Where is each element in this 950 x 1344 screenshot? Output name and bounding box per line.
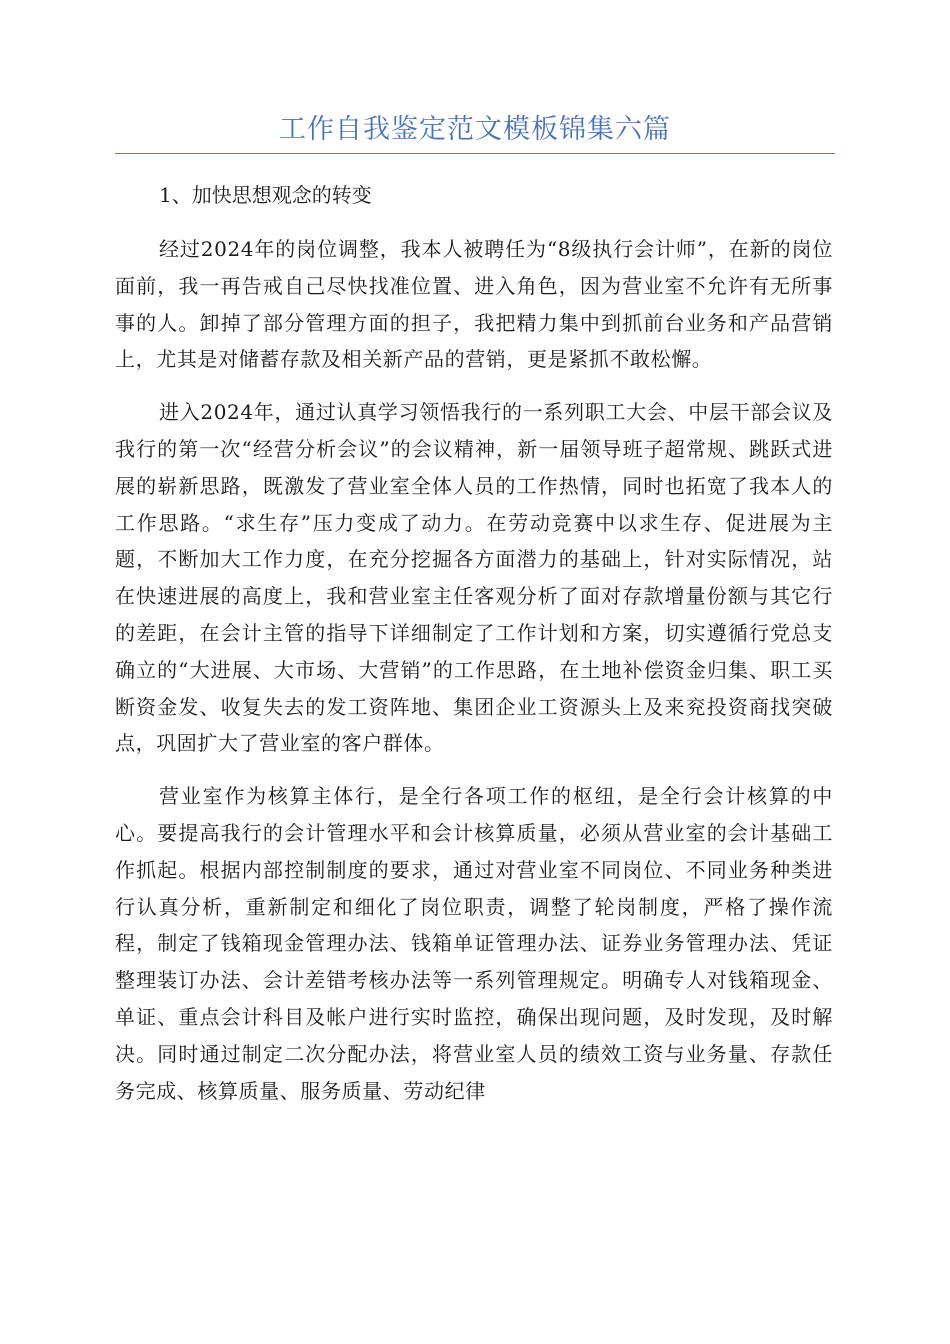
paragraph-2: 进入2024年，通过认真学习领悟我行的一系列职工大会、中层干部会议及我行的第一次“经营分析会议”的会议精神，新一届领导班子超常规、跳跃式进展的崭新思路，既激发了营业室全体人员的工作热情，同时也拓宽了我本人的工作思路。“求生存”压力变成了动力。在劳动竞赛中以求生存、促进展为主题，不断加大工作力度，在充分挖掘各方面潜力的基础上，针对实际情况，站在快速进展的高度上，我和营业室主任客观分析了面对存款增量份额与其它行的差距，在会计主管的指导下详细制定了工作计划和方案，切实遵循行党总支确立的“大进展、大市场、大营销”的工作思路，在土地补偿资金归集、职工买断资金发、收复失去的发工资阵地、集团企业工资源头上及来兖投资商找突破点，巩固扩大了营业室的客户群体。 — [115, 400, 833, 756]
section-heading: 1、加快思想观念的转变 — [159, 183, 372, 207]
title-underline — [115, 153, 835, 154]
document-body — [115, 176, 833, 1125]
document-title: 工作自我鉴定范文模板锦集六篇 — [279, 114, 671, 145]
paragraph-1: 经过2024年的岗位调整，我本人被聘任为“8级执行会计师”，在新的岗位面前，我一再告戒自己尽快找准位置、进入角色，因为营业室不允许有无所事事的人。卸掉了部分管理方面的担子，我把精力集中到抓前台业务和产品营销上，尤其是对储蓄存款及相关新产品的营销，更是紧抓不敢松懈。 — [115, 237, 833, 372]
paragraph-3: 营业室作为核算主体行，是全行各项工作的枢纽，是全行会计核算的中心。要提高我行的会计管理水平和会计核算质量，必须从营业室的会计基础工作抓起。根据内部控制制度的要求，通过对营业室不同岗位、不同业务种类进行认真分析，重新制定和细化了岗位职责，调整了轮岗制度，严格了操作流程，制定了钱箱现金管理办法、钱箱单证管理办法、证券业务管理办法、凭证整理装订办法、会计差错考核办法等一系列管理规定。明确专人对钱箱现金、单证、重点会计科目及帐户进行实时监控，确保出现问题，及时发现，及时解决。同时通过制定二次分配办法，将营业室人员的绩效工资与业务量、存款任务完成、核算质量、服务质量、劳动纪律 — [115, 784, 833, 1103]
